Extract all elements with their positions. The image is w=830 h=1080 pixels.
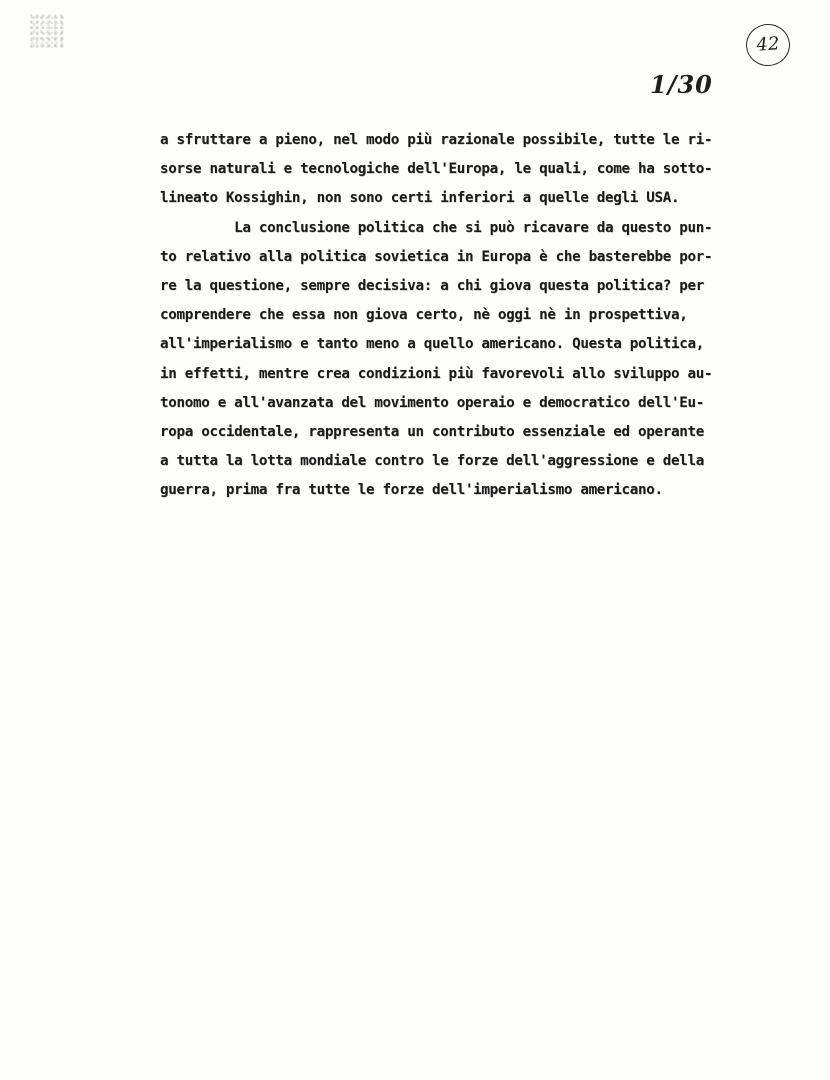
text-line: lineato Kossighin, non sono certi inferiori a quelle degli USA. (160, 190, 680, 207)
page-reference: 1/30 (650, 70, 713, 99)
scan-speckle (30, 14, 64, 48)
text-line: tonomo e all'avanzata del movimento operaio e democratico dell'Eu- (160, 394, 704, 411)
text-line: ropa occidentale, rappresenta un contributo essenziale ed operante (160, 424, 704, 441)
text-line: re la questione, sempre decisiva: a chi giova questa politica? per (160, 278, 704, 295)
text-line: all'imperialismo e tanto meno a quello americano. Questa politica, (160, 336, 704, 353)
folio-number: 42 (745, 23, 792, 68)
text-line: to relativo alla politica sovietica in Europa è che basterebbe por- (160, 248, 713, 265)
text-line: sorse naturali e tecnologiche dell'Europa, le quali, come ha sotto- (160, 161, 713, 178)
text-line: comprendere che essa non giova certo, nè oggi nè in prospettiva, (160, 307, 688, 324)
text-line: a sfruttare a pieno, nel modo più razionale possibile, tutte le ri- (160, 132, 713, 148)
text-line: guerra, prima fra tutte le forze dell'imperialismo americano. (160, 482, 663, 499)
body-text (160, 126, 810, 506)
text-line: in effetti, mentre crea condizioni più favorevoli allo sviluppo au- (160, 365, 713, 382)
text-line: a tutta la lotta mondiale contro le forze dell'aggressione e della (160, 453, 704, 470)
text-line: La conclusione politica che si può ricavare da questo pun- (160, 219, 713, 236)
